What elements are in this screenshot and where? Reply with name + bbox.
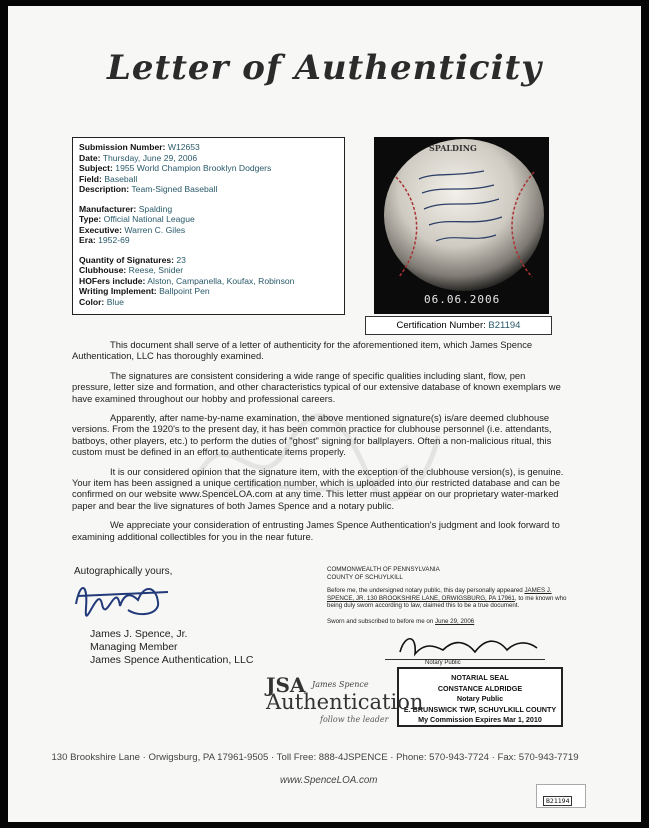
detail-field: Field: Baseball bbox=[79, 173, 138, 184]
jsa-logo: JSA bbox=[266, 673, 306, 697]
notary-signature bbox=[395, 628, 545, 662]
body-paragraph: We appreciate your consideration of entrusting James Spence Authentication's judgment and look forward to examining additional collectibles for you in the near future. bbox=[72, 519, 560, 542]
detail-writing-implement: Writing Implement: Ballpoint Pen bbox=[79, 286, 210, 296]
detail-type: Type: Official National League bbox=[79, 214, 195, 224]
notary-state: COMMONWEALTH OF PENNSYLVANIA bbox=[327, 566, 440, 573]
certification-number: Certification Number: B21194 bbox=[365, 316, 552, 335]
notary-text: Before me, the undersigned notary public, this day personally appeared JAMES J. SPENCE, JR. 130 BROOKSHIRE LANE, ORWIGSBURG, PA 17961, to me known who being duly sworn according to law, claimed this to be a true document. bbox=[327, 587, 567, 609]
letter-body bbox=[72, 339, 567, 550]
signatory-company: James Spence Authentication, LLC bbox=[90, 654, 254, 666]
detail-color: Color: Blue bbox=[79, 296, 124, 307]
notary-sworn: Sworn and subscribed to before me on June 29, 2006 bbox=[327, 617, 475, 625]
baseball-photo bbox=[374, 137, 549, 314]
signatory-role: Managing Member bbox=[90, 641, 178, 653]
detail-hofers: HOFers include: Alston, Campanella, Koufax, Robinson bbox=[79, 275, 295, 286]
item-details-box bbox=[72, 137, 345, 315]
body-paragraph: This document shall serve of a letter of authenticity for the aforementioned item, which James Spence Authentication, LLC has thoroughly examined. bbox=[72, 339, 533, 362]
detail-executive: Executive: Warren C. Giles bbox=[79, 224, 186, 235]
jsa-logo-tagline: follow the leader bbox=[320, 715, 389, 724]
letter-page bbox=[8, 6, 641, 822]
document-title: Letter of Authenticity bbox=[106, 48, 543, 88]
detail-description: Description: Team-Signed Baseball bbox=[79, 184, 218, 194]
footer-url: www.SpenceLOA.com bbox=[280, 775, 378, 786]
detail-era: Era: 1952-69 bbox=[79, 235, 130, 245]
notary-statement bbox=[327, 566, 567, 625]
jsa-logo-sub: James Spence bbox=[312, 680, 369, 689]
james-spence-signature bbox=[68, 574, 178, 622]
signatory-block bbox=[90, 628, 253, 667]
closing-salutation: Autographically yours, bbox=[74, 566, 173, 577]
detail-quantity: Quantity of Signatures: 23 bbox=[79, 254, 186, 265]
body-paragraph: It is our considered opinion that the signature item, with the exception of the clubhouse version(s), is genuine. Your item has been assigned a unique certification number, which is uploaded into our restricted database and can be confirmed on our website www.SpenceLOA.com at any time. This letter must appear on our proprietary water-marked paper and bear the live signatures of both James Spence and a notary public. bbox=[72, 465, 564, 511]
baseball-image bbox=[374, 137, 549, 314]
detail-subject: Subject: 1955 World Champion Brooklyn Dodgers bbox=[79, 163, 272, 173]
detail-date: Date: Thursday, June 29, 2006 bbox=[79, 152, 198, 163]
sticker-number: B21194 bbox=[543, 796, 572, 806]
photo-date-stamp: 06.06.2006 bbox=[424, 293, 501, 306]
detail-clubhouse: Clubhouse: Reese, Snider bbox=[79, 265, 184, 275]
body-paragraph: Apparently, after name-by-name examination, the above mentioned signature(s) is/are deemed clubhouse versions. From the 1920's to the present day, it has been common practice for clubhouse personnel (i.e. attendants, batboys, other players, etc.) to perform the duties of "ghost" signing for ballplayers. Often a non-malicious ritual, this custom must be defined in an effort to authenticate items properly. bbox=[72, 412, 552, 458]
certification-sticker bbox=[536, 784, 586, 808]
footer-address: 130 Brookshire Lane · Orwigsburg, PA 17961-9505 · Toll Free: 888-4JSPENCE · Phone: 570-943-7724 · Fax: 570-943-7719 bbox=[51, 752, 579, 763]
notarial-seal: NOTARIAL SEAL CONSTANCE ALDRIDGE Notary Public E. BRUNSWICK TWP, SCHUYLKILL COUNTY My Commission Expires Mar 1, 2010 bbox=[397, 667, 563, 727]
ball-brand-text: SPALDING bbox=[429, 143, 477, 153]
notary-county: COUNTY OF SCHUYLKILL bbox=[327, 573, 403, 581]
notary-public-label: Notary Public bbox=[425, 660, 461, 666]
signatory-name: James J. Spence, Jr. bbox=[90, 628, 188, 640]
jsa-logo-authentication: Authentication bbox=[266, 690, 424, 714]
detail-manufacturer: Manufacturer: Spalding bbox=[79, 203, 173, 214]
detail-submission-number: Submission Number: W12653 bbox=[79, 142, 200, 152]
body-paragraph: The signatures are consistent considering a wide range of specific qualities including slant, flow, pen pressure, letter size and formation, and other characteristics typical of our extensive database of known exemplars we have examined throughout our hobby and professional careers. bbox=[72, 369, 561, 404]
